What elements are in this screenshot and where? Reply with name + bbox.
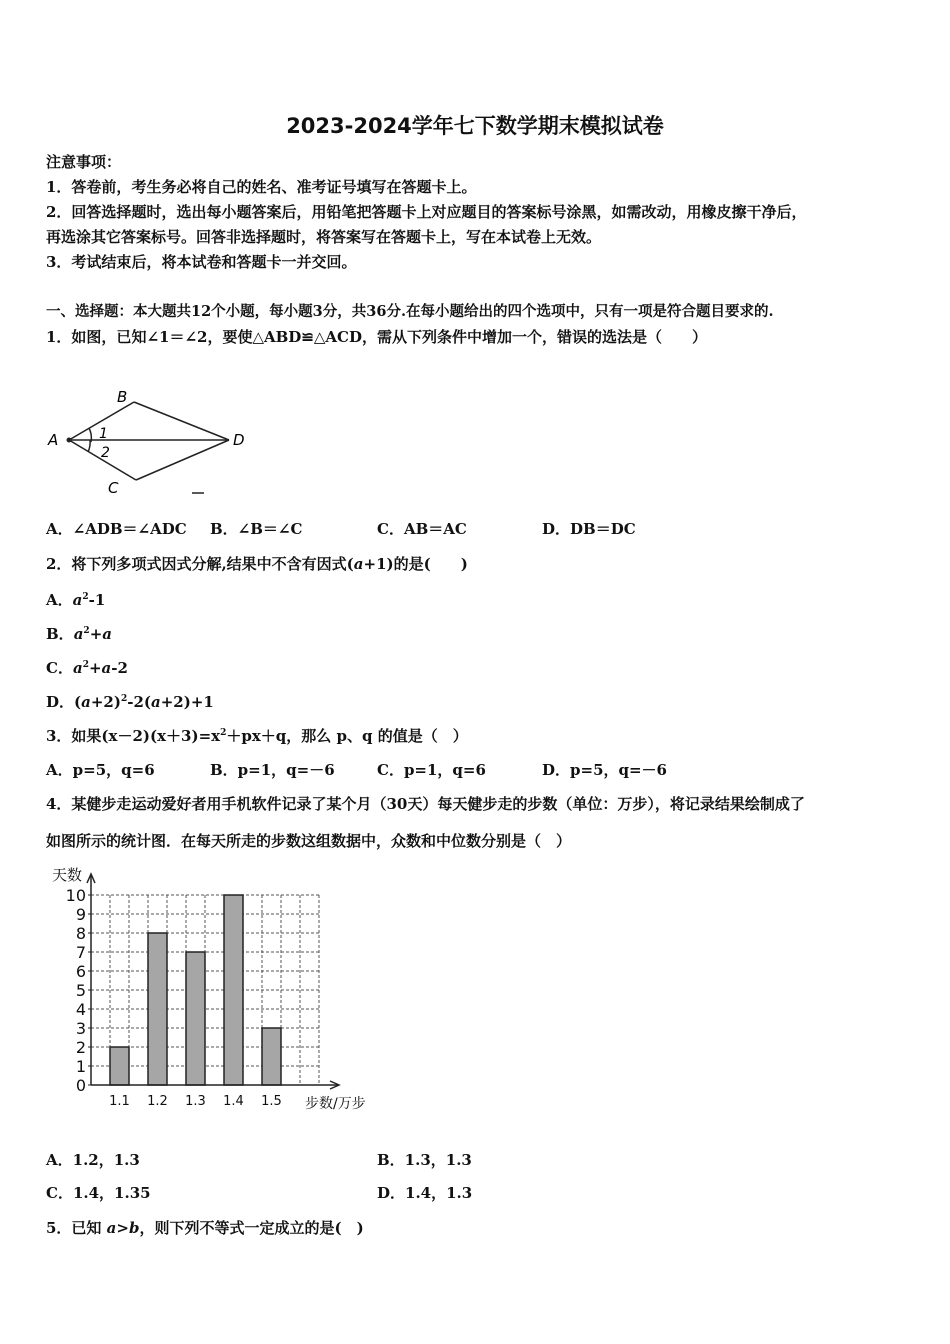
page-title: 2023-2024学年七下数学期末模拟试卷 [286, 114, 664, 138]
y-tick-label: 3 [75, 1019, 86, 1038]
label-b: B [117, 388, 128, 406]
y-tick-label: 2 [75, 1038, 86, 1057]
x-tick-label: 1.5 [261, 1094, 282, 1109]
label-angle-2: 2 [101, 445, 110, 461]
q4-bar-chart [40, 860, 390, 1120]
q2-option-d: D．$(a+2)^2-2(a+2)+1$ [46, 693, 214, 711]
y-tick-label: 7 [75, 943, 86, 962]
y-tick-label: 9 [75, 905, 86, 924]
y-tick-label: 8 [75, 924, 86, 943]
label-c: C [108, 479, 119, 497]
notice-heading: 注意事项： [46, 153, 122, 171]
q1-option-c: C．AB＝AC [377, 520, 467, 538]
q3-option-d: D．p=5，q=－6 [542, 761, 667, 779]
q4-option-d: D．1.4，1.3 [377, 1184, 473, 1202]
q3-option-c: C．p=1，q=6 [377, 761, 486, 779]
bar-1.4 [224, 895, 243, 1085]
q2-option-b: B．$a^2+a$ [46, 625, 112, 643]
q4-option-a: A．1.2，1.3 [46, 1151, 140, 1169]
q3-option-a: A．p=5，q=6 [46, 761, 155, 779]
y-tick-label: 1 [75, 1057, 86, 1076]
y-tick-label: 5 [75, 981, 86, 1000]
notice-item-3: 3．考试结束后，将本试卷和答题卡一并交回。 [46, 253, 357, 271]
x-tick-label: 1.4 [223, 1094, 244, 1109]
y-tick-label: 6 [75, 962, 86, 981]
q4-stem-line-1: 4．某健步走运动爱好者用手机软件记录了某个月（30天）每天健步走的步数（单位：万步），将记录结果绘制成了 [46, 795, 805, 813]
q1-option-a: A．∠ADB＝∠ADC [46, 520, 187, 538]
bar-1.5 [262, 1028, 281, 1085]
y-tick-label: 10 [65, 886, 86, 905]
q1-stem: 1．如图，已知∠1＝∠2，要使△ABD≌△ACD，需从下列条件中增加一个，错误的选法是（ ） [46, 328, 707, 346]
label-a: A [48, 431, 59, 449]
x-tick-label: 1.1 [109, 1094, 130, 1109]
q1-geometry-figure [44, 380, 274, 500]
q3-option-b: B．p=1，q=－6 [210, 761, 335, 779]
x-tick-label: 1.2 [147, 1094, 168, 1109]
bar-1.2 [148, 933, 167, 1085]
q1-option-d: D．DB＝DC [542, 520, 636, 538]
section-heading: 一、选择题：本大题共12个小题，每小题3分，共36分.在每小题给出的四个选项中，只有一项是符合题目要求的. [46, 303, 774, 320]
q4-stem-line-2: 如图所示的统计图．在每天所走的步数这组数据中，众数和中位数分别是（ ） [46, 832, 572, 850]
q2-stem: 2．将下列多项式因式分解,结果中不含有因式(a+1)的是( ) [46, 555, 468, 573]
y-tick-label: 4 [75, 1000, 86, 1019]
bar-1.1 [110, 1047, 129, 1085]
label-d: D [233, 431, 245, 449]
x-tick-label: 1.3 [185, 1094, 206, 1109]
q2-option-c: C．$a^2+a-2$ [46, 659, 128, 677]
notice-item-1: 1．答卷前，考生务必将自己的姓名、准考证号填写在答题卡上。 [46, 178, 477, 196]
y-axis-label: 天数 [52, 866, 83, 884]
q4-option-c: C．1.4，1.35 [46, 1184, 151, 1202]
q4-option-b: B．1.3，1.3 [377, 1151, 472, 1169]
q2-option-a: A．$a^2-1$ [46, 591, 106, 609]
bar-1.3 [186, 952, 205, 1085]
q3-stem: 3．如果$(x-2)(x+3)=x^2+px+q$，那么 p、q 的值是（ ） [46, 727, 468, 745]
notice-item-2-cont: 再选涂其它答案标号。回答非选择题时，将答案写在答题卡上，写在本试卷上无效。 [46, 228, 602, 246]
x-axis-label: 步数/万步 [305, 1096, 366, 1112]
q5-stem: 5．已知 a>b，则下列不等式一定成立的是( ) [46, 1219, 364, 1237]
label-angle-1: 1 [99, 426, 108, 442]
y-tick-label: 0 [75, 1076, 86, 1095]
notice-item-2: 2．回答选择题时，选出每小题答案后，用铅笔把答题卡上对应题目的答案标号涂黑，如需改动，用橡皮擦干净后， [46, 203, 807, 221]
q1-option-b: B．∠B＝∠C [210, 520, 303, 538]
